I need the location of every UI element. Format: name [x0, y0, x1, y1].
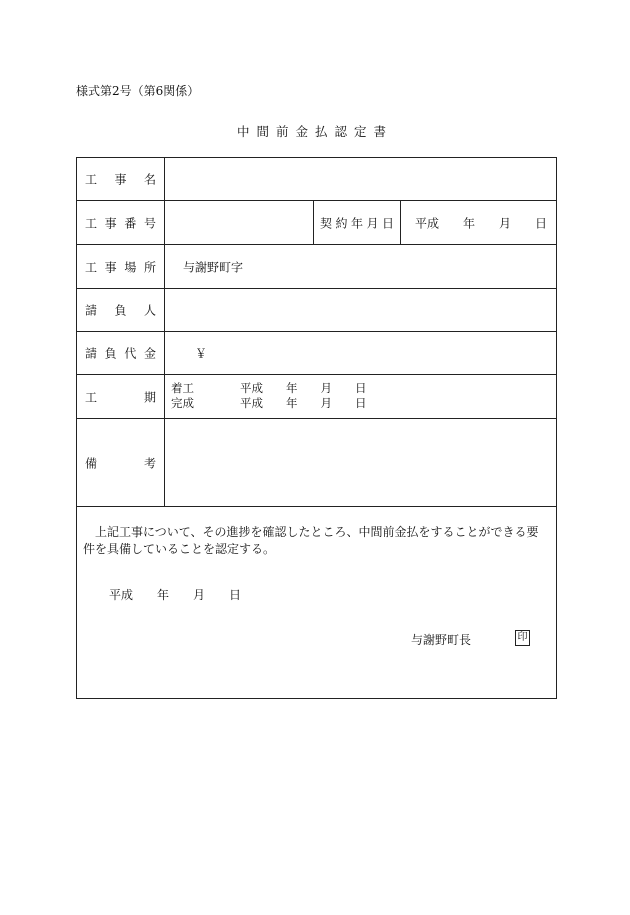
work-name-row	[77, 158, 556, 201]
work-period-label: 工 期	[77, 375, 165, 418]
issue-date[interactable]: 平成 年 月 日	[109, 588, 242, 602]
work-period-row	[77, 375, 556, 419]
start-date-line[interactable]: 着工 平成 年 月 日	[171, 381, 367, 395]
contract-date-field[interactable]: 平成 年 月 日	[415, 216, 548, 230]
contractor-row	[77, 289, 556, 332]
work-period-field[interactable]	[165, 375, 556, 418]
contractor-label: 請 負 人	[77, 289, 165, 331]
remarks-field[interactable]	[165, 419, 556, 506]
contractor-field[interactable]	[165, 289, 556, 331]
document-title: 中間前金払認定書	[236, 124, 393, 139]
contract-amount-row	[77, 332, 556, 375]
contract-date-label: 契 約 年 月 日	[313, 201, 401, 244]
certificate-table	[76, 157, 557, 699]
yen-sign: ￥	[195, 346, 208, 361]
seal-stamp-box: 印	[515, 630, 530, 646]
remarks-row	[77, 419, 556, 507]
issuer-name: 与謝野町長	[411, 633, 472, 647]
work-number-field[interactable]	[165, 201, 556, 244]
completion-date-line[interactable]: 完成 平成 年 月 日	[171, 396, 367, 410]
work-name-label: 工 事 名	[77, 158, 165, 200]
form-number: 様式第2号（第6関係）	[76, 84, 200, 98]
work-number-label: 工 事 番 号	[77, 201, 165, 244]
work-name-field[interactable]	[165, 158, 556, 200]
certification-statement: 上記工事について、その進捗を確認したところ、中間前金払をすることができる要件を具備していることを認定する。	[83, 525, 539, 556]
contract-amount-label: 請 負 代 金	[77, 332, 165, 374]
work-location-label: 工 事 場 所	[77, 245, 165, 288]
work-location-row	[77, 245, 556, 289]
work-number-row	[77, 201, 556, 245]
work-location-field[interactable]: 与謝野町字	[183, 260, 244, 274]
remarks-label: 備 考	[77, 419, 165, 506]
contract-amount-field[interactable]	[165, 332, 556, 374]
